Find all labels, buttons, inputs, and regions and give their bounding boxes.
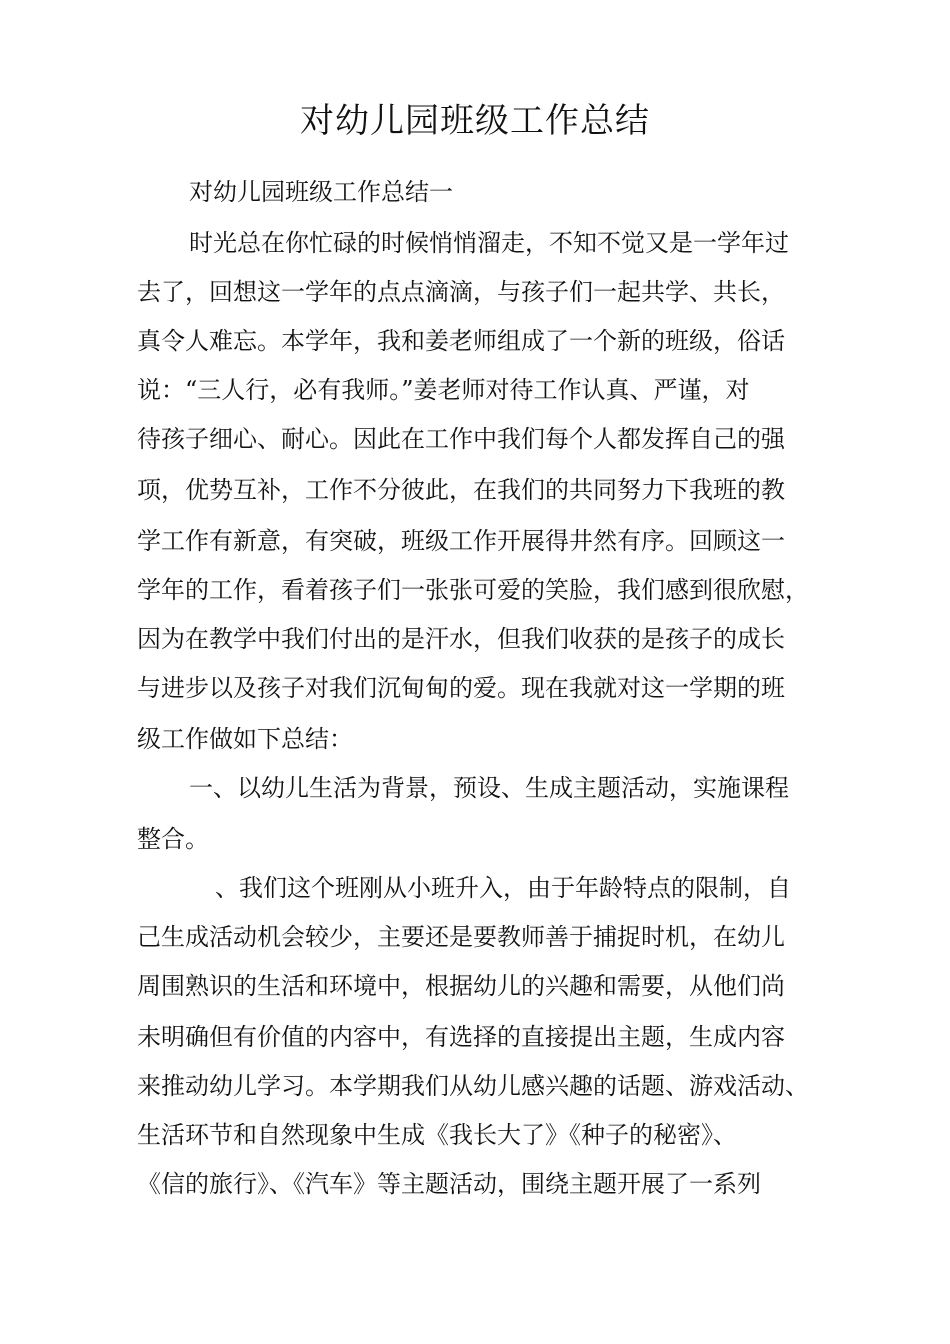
paragraph-line: 生活环节和自然现象中生成《我长大了》《种子的秘密》、 (137, 1121, 737, 1149)
paragraph-line: 学年的工作，看着孩子们一张张可爱的笑脸，我们感到很欣慰， (137, 576, 809, 604)
paragraph-line: 来推动幼儿学习。本学期我们从幼儿感兴趣的话题、游戏活动、 (137, 1072, 809, 1100)
paragraph-line: 时光总在你忙碌的时候悄悄溜走，不知不觉又是一学年过 (189, 229, 789, 257)
paragraph-line: 未明确但有价值的内容中，有选择的直接提出主题，生成内容 (137, 1023, 785, 1051)
section-heading: 对幼儿园班级工作总结一 (189, 178, 453, 206)
subsection-heading: 一、以幼儿生活为背景，预设、生成主题活动，实施课程 (189, 774, 789, 802)
paragraph-line: 真令人难忘。本学年，我和姜老师组成了一个新的班级，俗话 (137, 327, 785, 355)
paragraph-line: 级工作做如下总结： (137, 725, 353, 753)
document-title: 对幼儿园班级工作总结 (300, 101, 650, 141)
paragraph-line: 、我们这个班刚从小班升入，由于年龄特点的限制，自 (215, 874, 791, 902)
paragraph-line: 周围熟识的生活和环境中，根据幼儿的兴趣和需要，从他们尚 (137, 972, 785, 1000)
paragraph-line: 《信的旅行》、《汽车》等主题活动，围绕主题开展了一系列 (137, 1170, 761, 1198)
paragraph-line: 学工作有新意，有突破，班级工作开展得井然有序。回顾这一 (137, 527, 785, 555)
paragraph-line: 与进步以及孩子对我们沉甸甸的爱。现在我就对这一学期的班 (137, 674, 785, 702)
paragraph-line: 说：“三人行，必有我师。”姜老师对待工作认真、严谨，对 (137, 376, 750, 404)
paragraph-line: 因为在教学中我们付出的是汗水，但我们收获的是孩子的成长 (137, 625, 785, 653)
paragraph-line: 项，优势互补，工作不分彼此，在我们的共同努力下我班的教 (137, 476, 785, 504)
subsection-heading-continued: 整合。 (137, 825, 209, 853)
paragraph-line: 待孩子细心、耐心。因此在工作中我们每个人都发挥自己的强 (137, 425, 785, 453)
paragraph-line: 己生成活动机会较少，主要还是要教师善于捕捉时机，在幼儿 (137, 923, 785, 951)
paragraph-line: 去了，回想这一学年的点点滴滴，与孩子们一起共学、共长， (137, 278, 785, 306)
